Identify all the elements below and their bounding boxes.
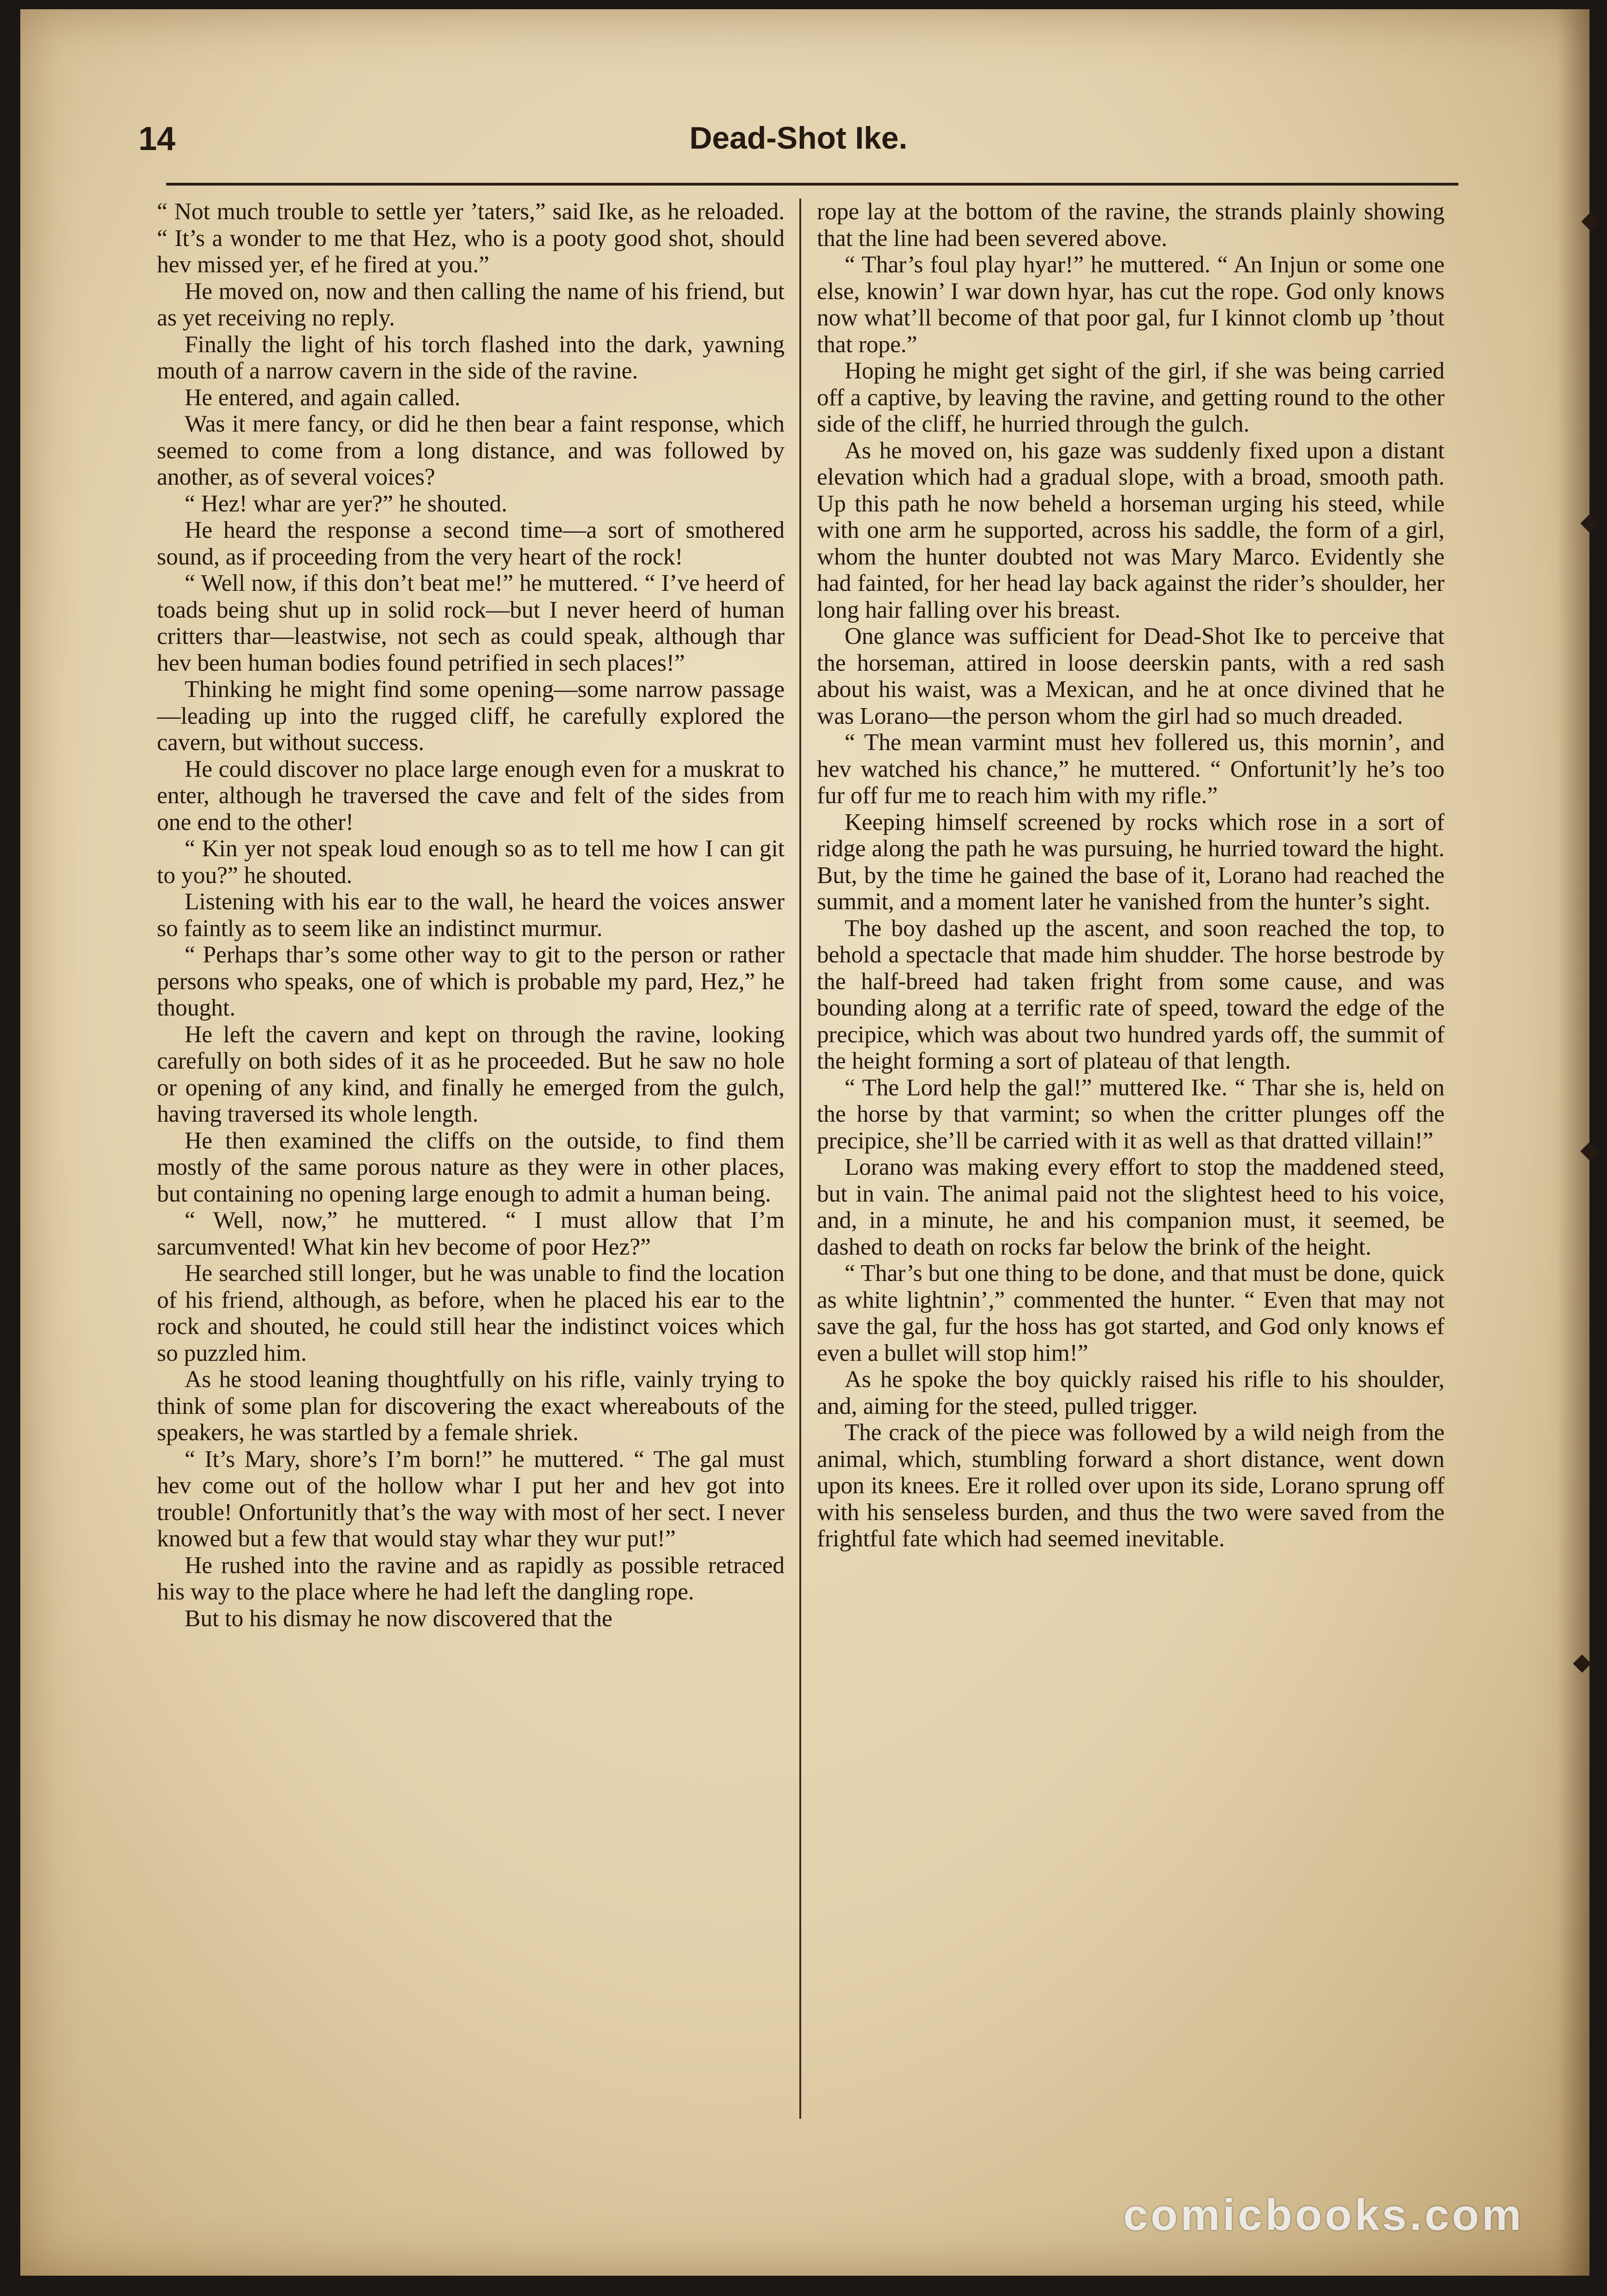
paragraph: “ The Lord help the gal!” muttered Ike. “ Thar she is, held on the horse by that varmint; so when the critter plunges off the precipice, she’ll be carried with it as well as that dratted villain!” xyxy=(817,1074,1445,1154)
paragraph: Was it mere fancy, or did he then bear a faint response, which seemed to come from a long distance, and was followed by another, as of several voices? xyxy=(157,411,785,490)
paragraph: He entered, and again called. xyxy=(185,384,461,411)
paragraph: But to his dismay he now discovered that the xyxy=(185,1605,612,1632)
right-column xyxy=(817,198,1445,2137)
paragraph: The crack of the piece was followed by a wild neigh from the animal, which, stumbling forward a short distance, went down upon its knees. Ere it rolled over upon its side, Lorano sprung off with his senseless burden, and thus the two were saved from the frightful fate which had seemed inevitable. xyxy=(817,1419,1445,1552)
paragraph: One glance was sufficient for Dead-Shot Ike to perceive that the horseman, attired in loose deerskin pants, with a red sash about his waist, was a Mexican, and he at once divined that he was Lorano—the person whom the girl had so much dreaded. xyxy=(817,623,1445,729)
paragraph: Hoping he might get sight of the girl, if she was being carried off a captive, by leaving the ravine, and getting round to the other side of the cliff, he hurried through the gulch. xyxy=(817,358,1445,437)
paragraph: Finally the light of his torch flashed into the dark, yawning mouth of a narrow cavern in the side of the ravine. xyxy=(157,331,785,384)
paragraph: He then examined the cliffs on the outside, to find them mostly of the same porous nature as they were in other places, but containing no opening large enough to admit a human being. xyxy=(157,1127,785,1207)
paragraph: He left the cavern and kept on through the ravine, looking carefully on both sides of it as he proceeded. But he saw no hole or opening of any kind, and finally he emerged from the gulch, having traversed its whole length. xyxy=(157,1021,785,1127)
paragraph: “ It’s Mary, shore’s I’m born!” he muttered. “ The gal must hev come out of the hollow whar I put her and hev got into trouble! Onfortunitly that’s the way with most of her sect. I never knowed but a few that would stay whar they wur put!” xyxy=(157,1446,785,1552)
paragraph: As he stood leaning thoughtfully on his rifle, vainly trying to think of some plan for discovering the exact whereabouts of the speakers, he was startled by a female shriek. xyxy=(157,1366,785,1446)
paragraph: “ The mean varmint must hev follered us, this mornin’, and hev watched his chance,” he muttered. “ Onfortunit’ly he’s too fur off fur me to reach him with my rifle.” xyxy=(817,729,1445,809)
paragraph: He rushed into the ravine and as rapidly as possible retraced his way to the place where he had left the dangling rope. xyxy=(157,1552,785,1605)
paragraph: He searched still longer, but he was unable to find the location of his friend, although, as before, when he placed his ear to the rock and shouted, he could still hear the indistinct voices which so puzzled him. xyxy=(157,1260,785,1366)
paragraph: “ Well, now,” he muttered. “ I must allow that I’m sarcumvented! What kin hev become of poor Hez?” xyxy=(157,1207,785,1260)
paragraph: “ Perhaps thar’s some other way to git to the person or rather persons who speaks, one of which is probable my pard, Hez,” he thought. xyxy=(157,942,785,1021)
paragraph: As he spoke the boy quickly raised his rifle to his shoulder, and, aiming for the steed, pulled trigger. xyxy=(817,1366,1445,1419)
paragraph: He heard the response a second time—a sort of smothered sound, as if proceeding from the very heart of the rock! xyxy=(157,517,785,570)
page-number: 14 xyxy=(138,120,176,157)
page-spine-shadow xyxy=(1557,9,1589,2276)
paragraph: Lorano was making every effort to stop the maddened steed, but in vain. The animal paid not the slightest heed to his voice, and, in a minute, he and his companion must, it seemed, be dashed to death on rocks far below the brink of the height. xyxy=(817,1154,1445,1260)
page-header xyxy=(138,115,1458,171)
paragraph: Thinking he might find some opening—some narrow passage—leading up into the rugged cliff, he carefully explored the cavern, but without success. xyxy=(157,676,785,756)
paragraph: The boy dashed up the ascent, and soon reached the top, to behold a spectacle that made him shudder. The horse bestrode by the half-breed had taken fright from some cause, and was bounding along at a terrific rate of speed, toward the edge of the precipice, which was about two hundred yards off, the summit of the height forming a sort of plateau of that length. xyxy=(817,915,1445,1074)
paragraph: “ Hez! whar are yer?” he shouted. xyxy=(185,490,508,517)
paragraph: “ Thar’s foul play hyar!” he muttered. “ An Injun or some one else, knowin’ I war down hyar, has cut the rope. God only knows now what’ll become of that poor gal, fur I kinnot clomb up ’thout that rope.” xyxy=(817,252,1445,358)
site-watermark: comicbooks.com xyxy=(1123,2190,1524,2240)
paragraph: “ Well now, if this don’t beat me!” he muttered. “ I’ve heerd of toads being shut up in solid rock—but I never heerd of human critters thar—leastwise, not sech as could speak, although thar hev been human bodies found petrified in sech places!” xyxy=(157,570,785,676)
header-rule xyxy=(166,183,1458,186)
left-column xyxy=(157,198,785,2137)
paragraph: rope lay at the bottom of the ravine, the strands plainly showing that the line had been severed above. xyxy=(817,198,1445,252)
paragraph: “ Thar’s but one thing to be done, and that must be done, quick as white lightnin’,” commented the hunter. “ Even that may not save the gal, fur the hoss has got started, and God only knows ef even a bullet will stop him!” xyxy=(817,1260,1445,1366)
paragraph: Listening with his ear to the wall, he heard the voices answer so faintly as to seem like an indistinct murmur. xyxy=(157,889,785,942)
paragraph: Keeping himself screened by rocks which rose in a sort of ridge along the path he was pursuing, he hurried toward the hight. But, by the time he gained the base of it, Lorano had reached the summit, and a moment later he vanished from the hunter’s sight. xyxy=(817,809,1445,915)
column-divider xyxy=(799,198,801,2119)
paragraph: He could discover no place large enough even for a muskrat to enter, although he traversed the cave and felt of the sides from one end to the other! xyxy=(157,756,785,835)
paragraph: As he moved on, his gaze was suddenly fixed upon a distant elevation which had a gradual slope, with a broad, smooth path. Up this path he now beheld a horseman urging his steed, while with one arm he supported, across his saddle, the form of a girl, whom the hunter doubted not was Mary Marco. Evidently she had fainted, for her head lay back against the rider’s shoulder, her long hair falling over his breast. xyxy=(817,437,1445,623)
paragraph: He moved on, now and then calling the name of his friend, but as yet receiving no reply. xyxy=(157,278,785,331)
paragraph: “ Kin yer not speak loud enough so as to tell me how I can git to you?” he shouted. xyxy=(157,835,785,889)
paragraph: “ Not much trouble to settle yer ’taters,” said Ike, as he reloaded. “ It’s a wonder to me that Hez, who is a pooty good shot, should hev missed yer, ef he fired at you.” xyxy=(157,198,785,278)
running-title: Dead-Shot Ike. xyxy=(689,120,908,156)
